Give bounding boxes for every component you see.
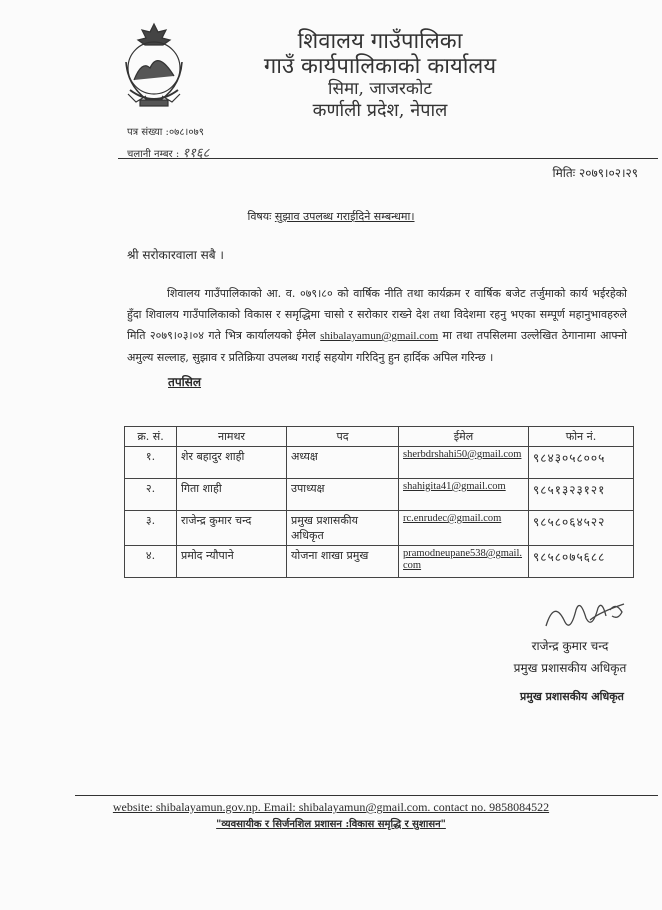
cell-phone: ९८५८०६४५२२ [529, 511, 634, 546]
cell-email-link[interactable]: pramodneupane538@gmail.com [399, 546, 529, 578]
body-text-part2: मा तथा तपसिलमा उल्लेखित ठेगानामा आफ्नो अमुल्य सल्लाह, सुझाव र प्रतिक्रिया उपलब्ध गराई सहयोग गरिदिनु हुन हार्दिक अपिल गरिन्छ । [127, 329, 628, 364]
footer-slogan [0, 816, 662, 830]
footer-contact: website: shibalayamun.gov.np. Email: shibalayamun@gmail.com. contact no. 9858084522 [112, 800, 550, 814]
org-name: शिवालय गाउँपालिका [297, 29, 463, 54]
office-address: सिमा, जाजरकोट [328, 79, 432, 99]
letter-number-label: पत्र संख्या : [127, 127, 169, 138]
contact-table [124, 426, 634, 578]
table-row [125, 546, 634, 578]
body-text-part1: शिवालय गाउँपालिकाको आ. व. ०७९।८० को वार्षिक नीति तथा कार्यक्रम र वार्षिक बजेट तर्जुमाको कार्य भईरहेको हुँदा शिवालय गाउँपालिकाको विकास र समृद्धिमा चासो र सरोकार राख्ने देश तथा विदेशमा रहनु भएका सम्पूर्ण महानुभावहरुले मिति २०७९।०३।०४ गते भित्र कार्यालयको ईमेल [127, 287, 627, 342]
letter-date: मितिः २०७९।०२।२९ [552, 166, 638, 180]
nepal-emblem-logo [120, 20, 188, 112]
office-name: गाउँ कार्यपालिकाको कार्यालय [263, 54, 497, 79]
cell-sn: ३. [125, 511, 177, 546]
tapsil-heading: तपसिल [168, 375, 202, 389]
cell-email-link[interactable]: shahigita41@gmail.com [399, 479, 529, 511]
col-header-post: पद [287, 427, 399, 447]
salutation: श्री सरोकारवाला सबै । [127, 248, 224, 262]
cell-phone: ९८४३०५८००५ [529, 447, 634, 479]
cell-post: उपाध्यक्ष [287, 479, 399, 511]
cell-sn: ४. [125, 546, 177, 578]
slogan-prefix: "व्यवसायीक र सिर्जनशिल प्रशासन : [216, 819, 350, 830]
cell-post: योजना शाखा प्रमुख [287, 546, 399, 578]
table-row [125, 479, 634, 511]
cell-sn: २. [125, 479, 177, 511]
office-stamp: प्रमुख प्रशासकीय अधिकृत [520, 690, 624, 703]
body-paragraph [127, 283, 627, 368]
cell-name: गिता शाही [177, 479, 287, 511]
cell-sn: १. [125, 447, 177, 479]
cell-email-link[interactable]: sherbdrshahi50@gmail.com [399, 447, 529, 479]
header-divider [118, 158, 658, 159]
col-header-phone: फोन नं. [529, 427, 634, 447]
cell-post: प्रमुख प्रशासकीय अधिकृत [287, 511, 399, 546]
table-header-row [125, 427, 634, 447]
province-country: कर्णाली प्रदेश, नेपाल [312, 100, 448, 121]
cell-name: राजेन्द्र कुमार चन्द [177, 511, 287, 546]
handwritten-signature [540, 590, 632, 640]
dispatch-number-label: चलानी नम्बर : [127, 149, 180, 160]
cell-name: शेर बहादुर शाही [177, 447, 287, 479]
footer-divider [75, 795, 658, 796]
signatory-name: राजेन्द्र कुमार चन्द [531, 639, 609, 653]
subject-text: सुझाव उपलब्ध गराईदिने सम्बन्धमा। [274, 210, 415, 223]
cell-phone: ९८५१३२३१२१ [529, 479, 634, 511]
cell-name: प्रमोद न्यौपाने [177, 546, 287, 578]
cell-email-link[interactable]: rc.enrudec@gmail.com [399, 511, 529, 546]
subject-line [0, 209, 662, 224]
table-row [125, 447, 634, 479]
dispatch-number-value: ११६८ [182, 146, 210, 161]
slogan-suffix: विकास समृद्धि र सुशासन" [349, 819, 446, 830]
table-row [125, 511, 634, 546]
col-header-name: नामथर [177, 427, 287, 447]
cell-post: अध्यक्ष [287, 447, 399, 479]
signatory-title: प्रमुख प्रशासकीय अधिकृत [513, 661, 627, 675]
cell-phone: ९८५८०७५६८८ [529, 546, 634, 578]
letter-number-value: ०७८।०७९ [168, 127, 204, 138]
col-header-email: ईमेल [399, 427, 529, 447]
subject-label: विषयः [247, 210, 272, 223]
office-email-link[interactable]: shibalayamun@gmail.com [320, 330, 439, 342]
col-header-sn: क्र. सं. [125, 427, 177, 447]
letter-number [127, 124, 204, 138]
